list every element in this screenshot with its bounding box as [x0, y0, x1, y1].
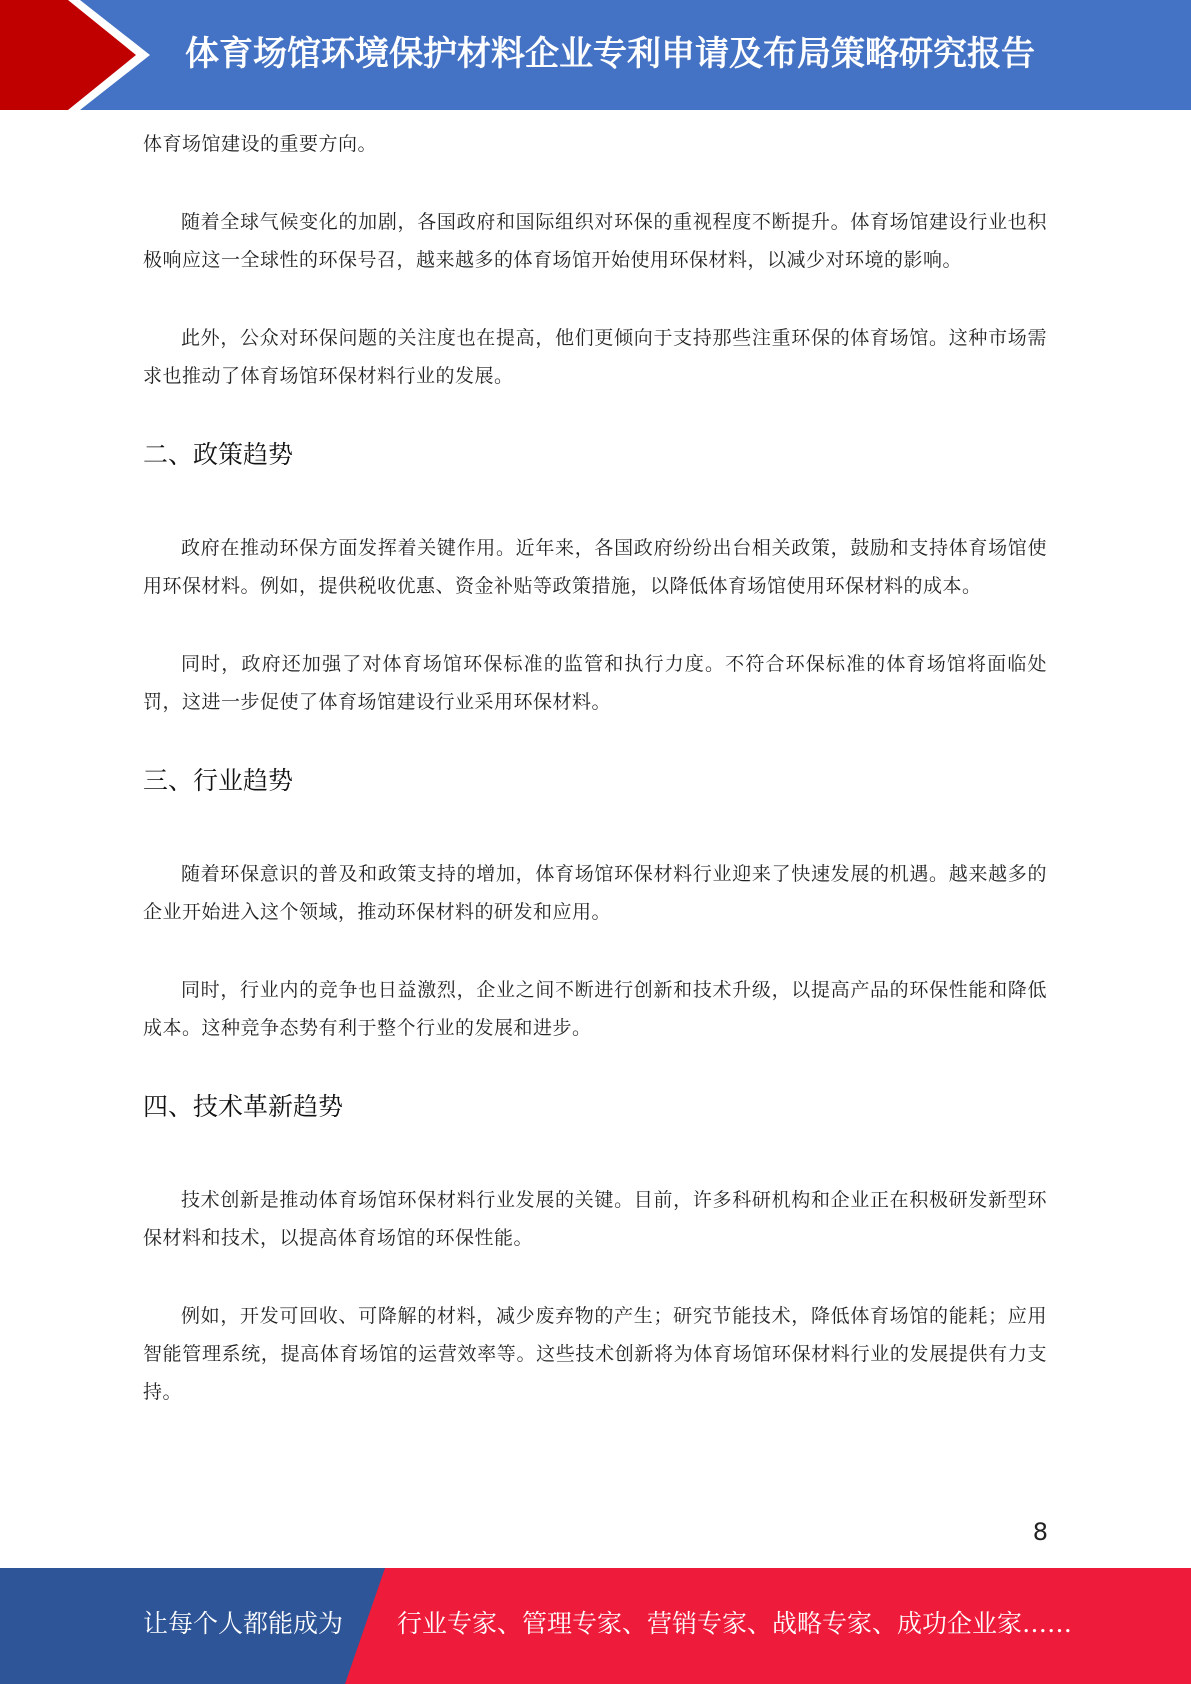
footer-slogan-left: 让每个人都能成为 — [143, 1609, 344, 1638]
document-title: 体育场馆环境保护材料企业专利申请及布局策略研究报告 — [185, 34, 1035, 74]
paragraph: 同时，政府还加强了对体育场馆环保标准的监管和执行力度。不符合环保标准的体育场馆将面临处罚，这进一步促使了体育场馆建设行业采用环保材料。 — [143, 653, 1047, 713]
paragraph: 例如，开发可回收、可降解的材料，减少废弃物的产生；研究节能技术，降低体育场馆的能耗；应用智能管理系统，提高体育场馆的运营效率等。这些技术创新将为体育场馆环保材料行业的发展提供有力支持。 — [143, 1305, 1047, 1403]
paragraph: 随着全球气候变化的加剧，各国政府和国际组织对环保的重视程度不断提升。体育场馆建设行业也积极响应这一全球性的环保号召，越来越多的体育场馆开始使用环保材料，以减少对环境的影响。 — [143, 211, 1047, 271]
paragraph: 此外，公众对环保问题的关注度也在提高，他们更倾向于支持那些注重环保的体育场馆。这种市场需求也推动了体育场馆环保材料行业的发展。 — [143, 327, 1047, 387]
page-number: 8 — [1032, 1518, 1048, 1546]
section-heading-industry: 三、行业趋势 — [143, 766, 294, 795]
paragraph: 同时，行业内的竞争也日益激烈，企业之间不断进行创新和技术升级，以提高产品的环保性能和降低成本。这种竞争态势有利于整个行业的发展和进步。 — [143, 979, 1047, 1039]
paragraph: 随着环保意识的普及和政策支持的增加，体育场馆环保材料行业迎来了快速发展的机遇。越来越多的企业开始进入这个领域，推动环保材料的研发和应用。 — [143, 863, 1047, 923]
page-header — [0, 0, 1191, 110]
paragraph: 政府在推动环保方面发挥着关键作用。近年来，各国政府纷纷出台相关政策，鼓励和支持体育场馆使用环保材料。例如，提供税收优惠、资金补贴等政策措施，以降低体育场馆使用环保材料的成本。 — [143, 537, 1047, 597]
footer-slogan-right: 行业专家、管理专家、营销专家、战略专家、成功企业家…… — [397, 1609, 1073, 1638]
section-heading-policy: 二、政策趋势 — [143, 440, 294, 469]
page-footer — [0, 1568, 1191, 1684]
paragraph-continued: 体育场馆建设的重要方向。 — [143, 133, 378, 155]
section-heading-technology: 四、技术革新趋势 — [143, 1092, 344, 1121]
paragraph: 技术创新是推动体育场馆环保材料行业发展的关键。目前，许多科研机构和企业正在积极研发新型环保材料和技术，以提高体育场馆的环保性能。 — [143, 1189, 1047, 1249]
main-content — [143, 125, 1047, 1411]
